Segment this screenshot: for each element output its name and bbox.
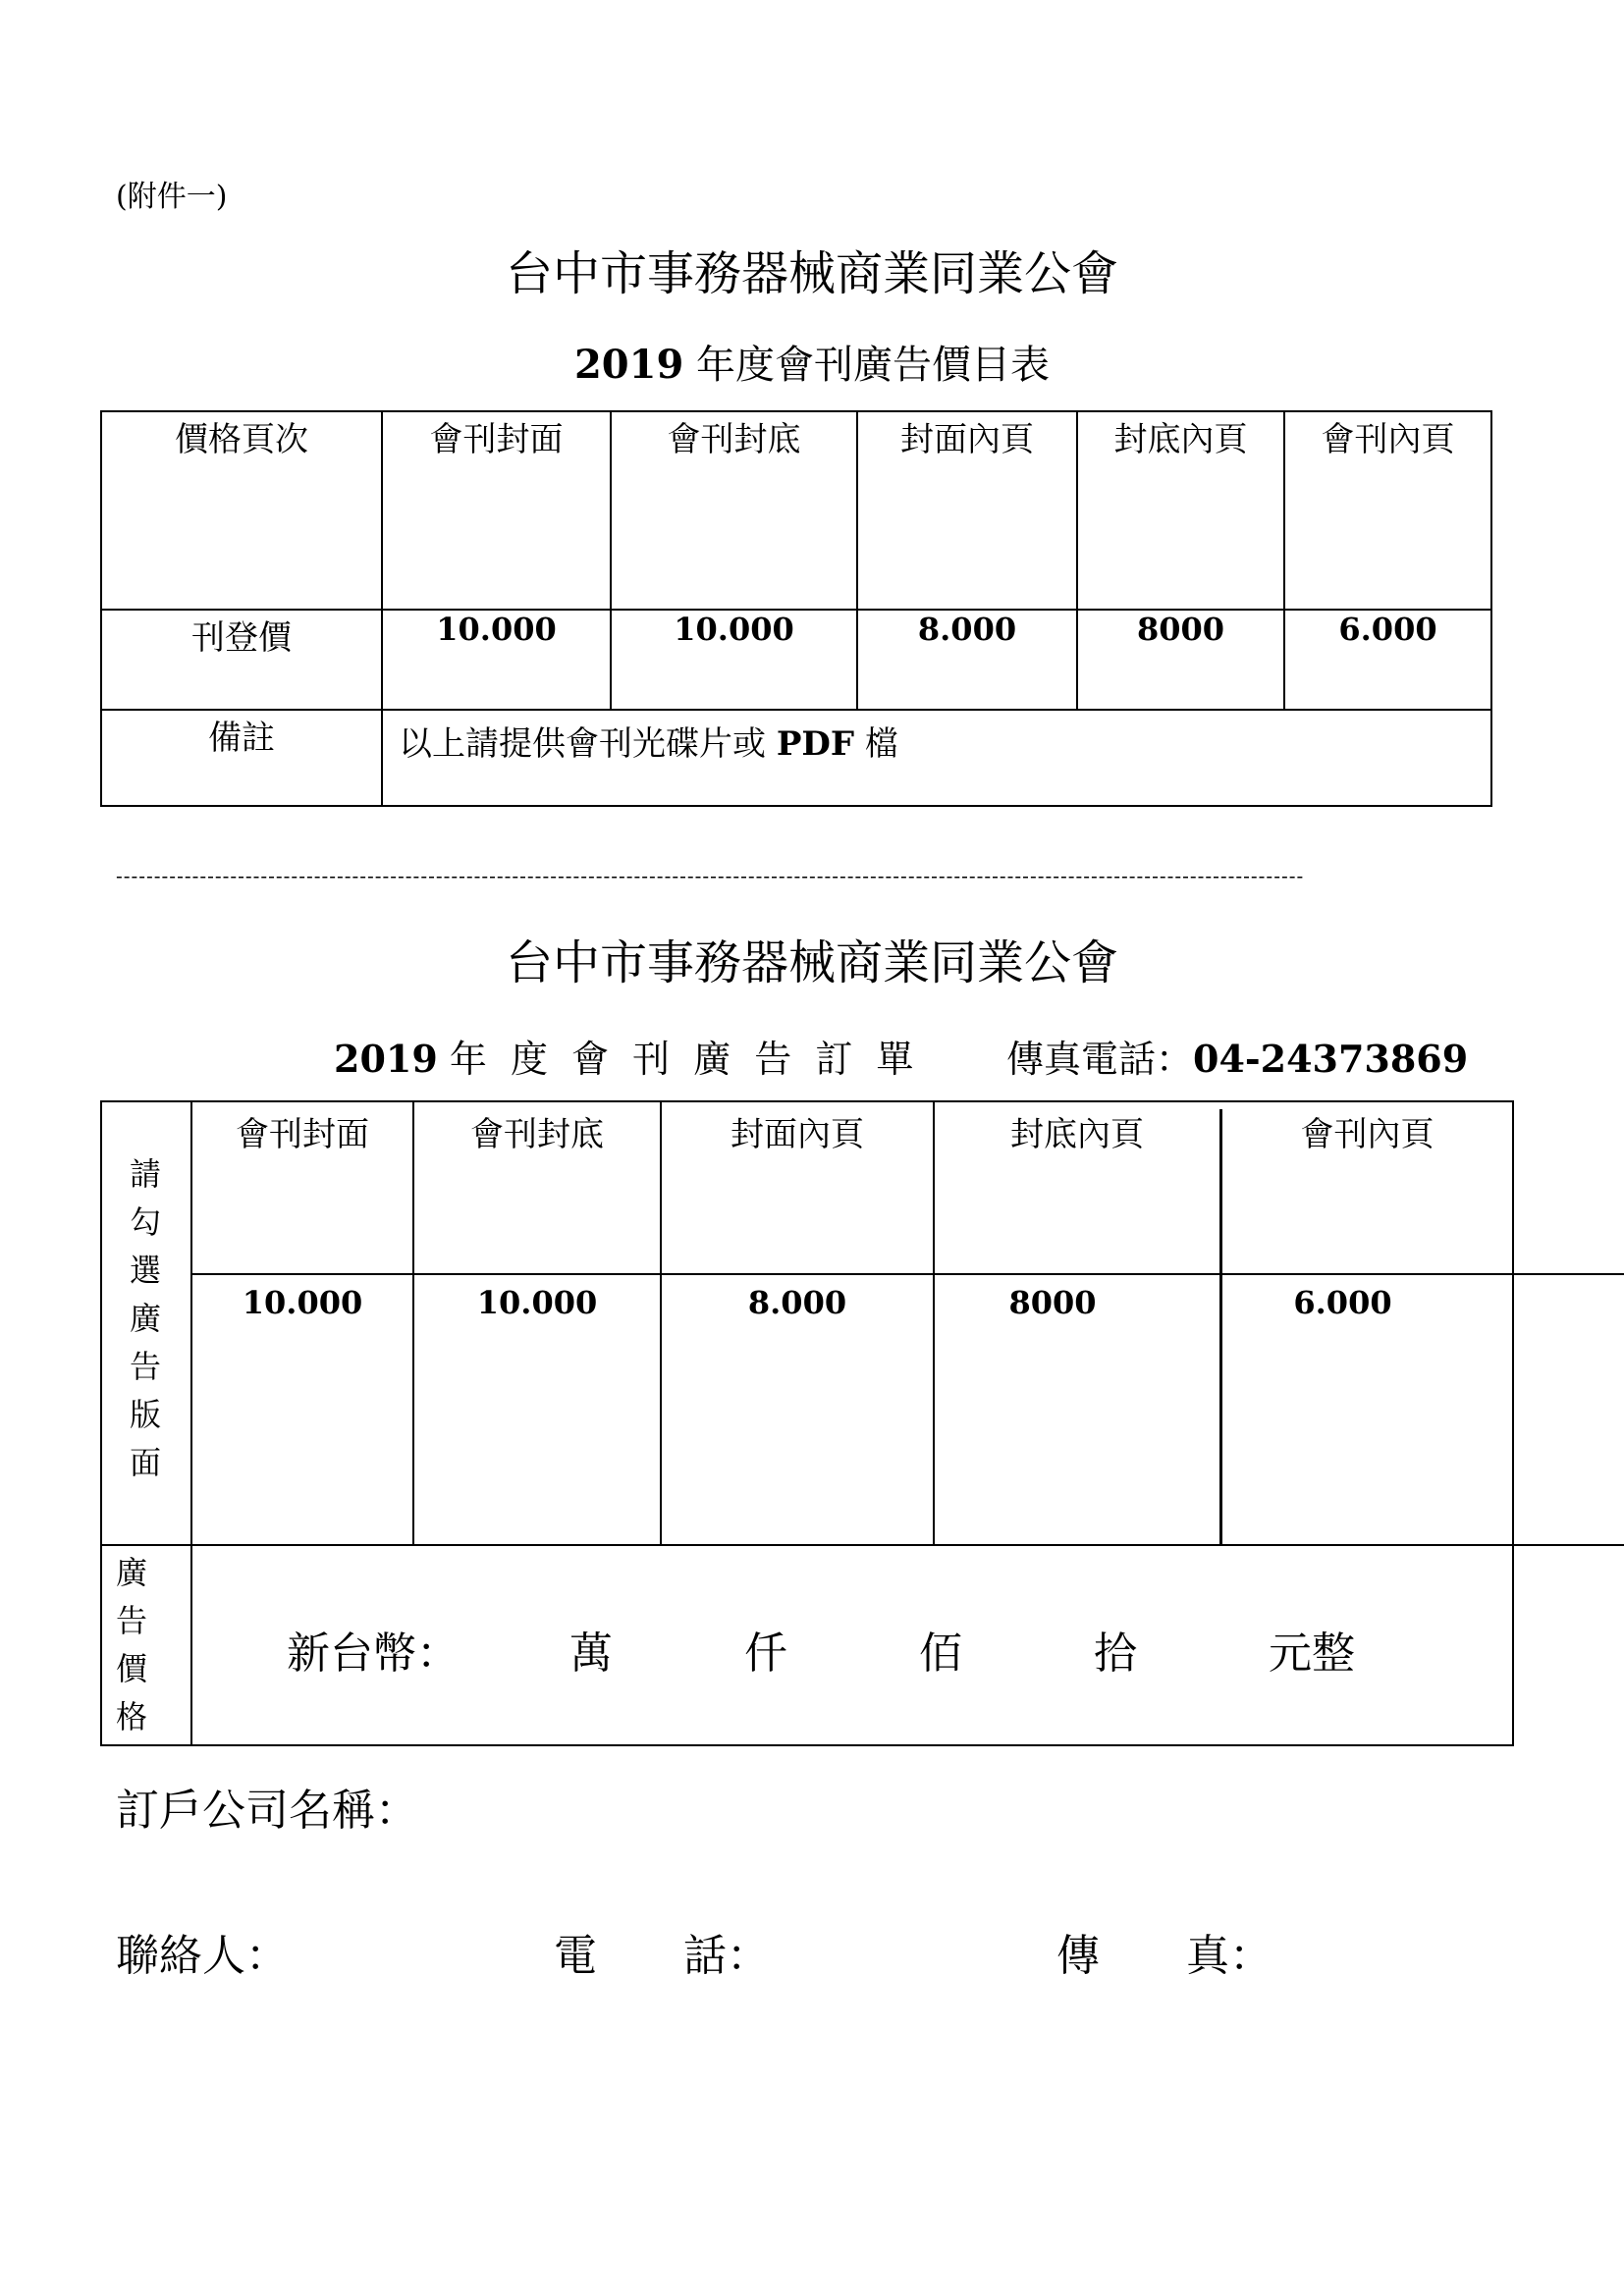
unit-bai: 佰: [919, 1629, 962, 1679]
order-header-inside-back: 封底內頁: [1010, 1115, 1144, 1154]
currency-label: 新台幣：: [287, 1629, 460, 1679]
price-back-cover: 10.000: [611, 610, 857, 710]
unit-qian: 仟: [744, 1629, 787, 1679]
header-price-page: 價格頁次: [101, 411, 382, 610]
price-list-subtitle-text: 年度會刊廣告價目表: [696, 343, 1051, 388]
order-header-inner-page: 會刊內頁: [1300, 1115, 1435, 1154]
fax-label: 傳 真：: [1056, 1931, 1272, 1981]
contact-label: 聯絡人：: [116, 1931, 289, 1981]
note-prefix: 以上請提供會刊光碟片或: [399, 724, 766, 764]
order-header-back-cover: 會刊封底: [470, 1115, 604, 1154]
note-text: [382, 710, 1491, 806]
price-list-subtitle: [0, 334, 1624, 390]
order-price-cover[interactable]: 10.000: [242, 1284, 363, 1321]
unit-shi: 拾: [1094, 1629, 1137, 1679]
order-form-fax-label: 傳真電話：: [1006, 1038, 1194, 1081]
price-inner-page: 6.000: [1284, 610, 1491, 710]
order-price-back-cover[interactable]: 10.000: [476, 1284, 598, 1321]
note-pdf: PDF: [776, 724, 855, 764]
price-cover: 10.000: [382, 610, 611, 710]
unit-wan: 萬: [569, 1629, 613, 1679]
note-suffix: 檔: [864, 724, 898, 764]
price-row-label: 刊登價: [101, 610, 382, 710]
order-header-cover: 會刊封面: [236, 1115, 369, 1154]
header-inner-page: 會刊內頁: [1284, 411, 1491, 610]
header-cover: 會刊封面: [382, 411, 611, 610]
note-label: 備註: [101, 710, 382, 806]
order-form-subtitle-text: 年 度 會 刊 廣 告 訂 單: [449, 1038, 920, 1081]
order-form-subtitle-year: 2019: [334, 1037, 438, 1081]
unit-yuan: 元整: [1269, 1629, 1355, 1679]
price-list-header-row: [101, 411, 1491, 610]
order-form-title: 台中市事務器械商業同業公會: [505, 935, 1118, 990]
price-list-price-row: [101, 610, 1491, 710]
price-list-title: 台中市事務器械商業同業公會: [505, 246, 1118, 301]
price-list-table: [100, 410, 1492, 807]
price-list-subtitle-year: 2019: [573, 342, 684, 388]
header-inside-front: 封面內頁: [857, 411, 1077, 610]
cut-line: ------------------------------------------------------------------------------------------------------------------------------------------------------------: [116, 864, 1305, 887]
order-form-subtitle: [334, 1029, 919, 1083]
order-price-inner-page[interactable]: 6.000: [1293, 1284, 1392, 1321]
select-ad-label: 請勾選廣告版面: [129, 1155, 161, 1481]
order-price-inside-front[interactable]: 8.000: [747, 1284, 847, 1321]
order-form-fax: [1006, 1029, 1468, 1083]
header-back-cover: 會刊封底: [611, 411, 857, 610]
attachment-label: (附件一): [116, 180, 228, 214]
order-price-inside-back[interactable]: 8000: [1008, 1284, 1097, 1321]
ad-price-label: 廣告價格: [115, 1554, 147, 1735]
price-inside-back: 8000: [1077, 610, 1284, 710]
order-header-inside-front: 封面內頁: [731, 1115, 864, 1154]
price-list-note-row: [101, 710, 1491, 806]
order-form-fax-number: 04-24373869: [1193, 1037, 1469, 1081]
header-inside-back: 封底內頁: [1077, 411, 1284, 610]
phone-label: 電 話：: [554, 1931, 770, 1981]
price-inside-front: 8.000: [857, 610, 1077, 710]
company-name-label: 訂戶公司名稱：: [116, 1786, 418, 1836]
